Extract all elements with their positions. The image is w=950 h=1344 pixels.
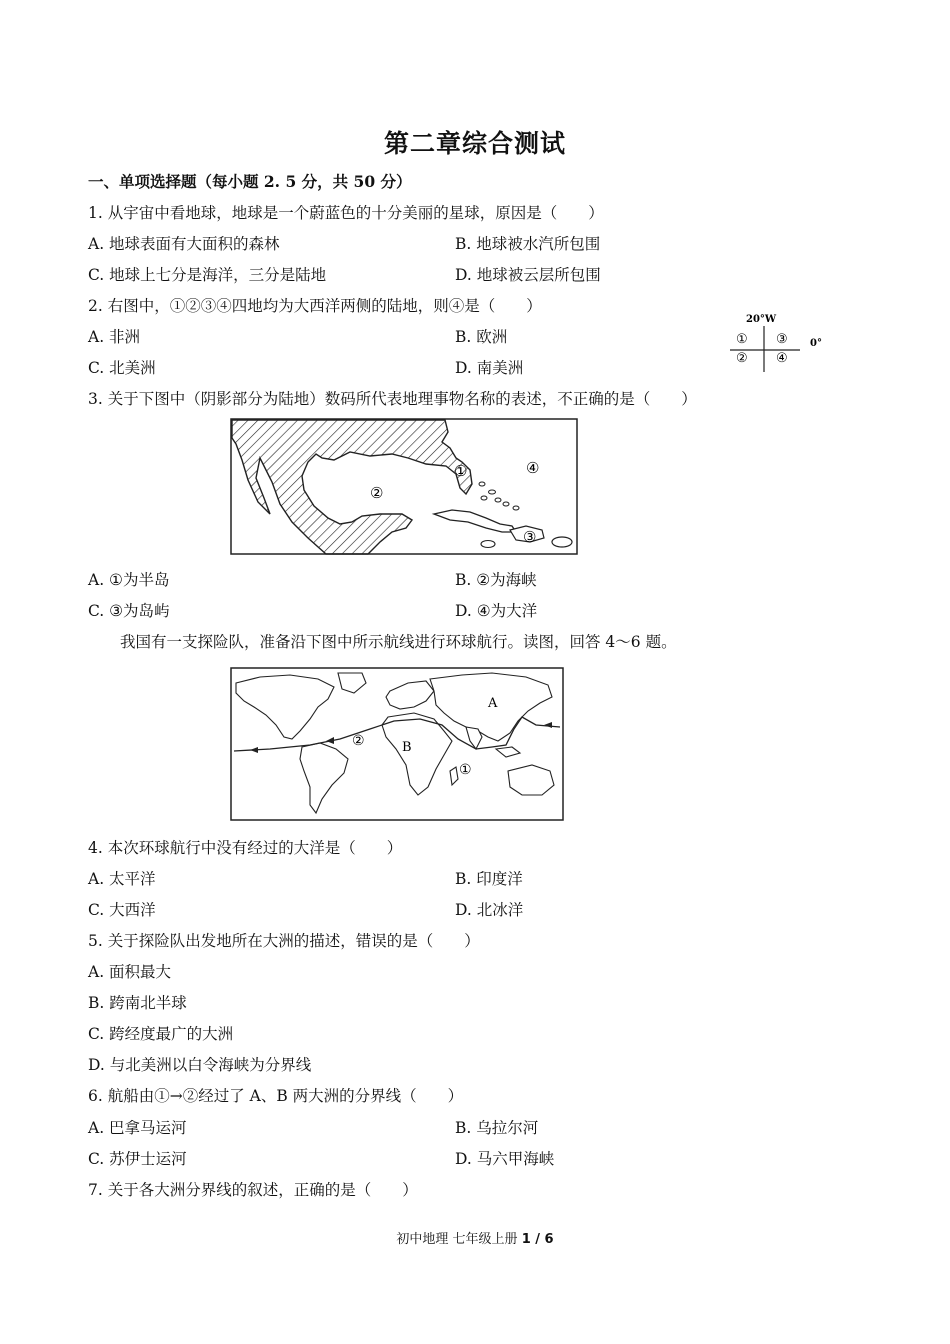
question-6-stem: 6. 航船由①→②经过了 A、B 两大洲的分界线（ ） — [88, 1087, 464, 1105]
map-marker-2: ② — [370, 484, 384, 502]
question-7-stem: 7. 关于各大洲分界线的叙述，正确的是（ ） — [88, 1181, 418, 1199]
continent-label-a: A — [488, 696, 498, 711]
section-heading: 一、单项选择题（每小题 2. 5 分，共 50 分） — [88, 172, 412, 191]
quadrant-1-marker: ① — [736, 332, 748, 347]
question-4-option-b: B. 印度洋 — [455, 870, 523, 888]
footer-page-number: 1 / 6 — [521, 1232, 554, 1247]
route-point-2: ② — [352, 733, 365, 749]
question-3-option-b: B. ②为海峡 — [455, 571, 537, 589]
question-5-option-c: C. 跨经度最广的大洲 — [88, 1025, 234, 1043]
question-2-option-a: A. 非洲 — [88, 328, 141, 346]
question-2-option-c: C. 北美洲 — [88, 359, 156, 377]
page-footer — [0, 1228, 950, 1247]
question-5-option-a: A. 面积最大 — [88, 963, 172, 981]
question-2-option-b: B. 欧洲 — [455, 328, 508, 346]
question-2-option-d: D. 南美洲 — [455, 359, 524, 377]
question-3-option-c: C. ③为岛屿 — [88, 602, 170, 620]
question-3-option-d: D. ④为大洋 — [455, 602, 538, 620]
quadrant-3-marker: ③ — [776, 332, 788, 347]
map-marker-1: ① — [454, 462, 468, 480]
quadrant-figure — [722, 310, 842, 380]
question-6-option-d: D. 马六甲海峡 — [455, 1150, 555, 1168]
question-3-option-a: A. ①为半岛 — [88, 571, 170, 589]
question-4-option-d: D. 北冰洋 — [455, 901, 524, 919]
page-title: 第二章综合测试 — [383, 129, 566, 158]
quadrant-4-marker: ④ — [776, 351, 788, 366]
latitude-label: 0° — [810, 338, 822, 349]
question-1-option-c: C. 地球上七分是海洋，三分是陆地 — [88, 266, 327, 284]
footer-subject: 初中地理 七年级上册 — [396, 1232, 522, 1247]
quadrant-2-marker: ② — [736, 351, 748, 366]
world-route-map — [230, 667, 564, 821]
passage-intro: 我国有一支探险队，准备沿下图中所示航线进行环球航行。读图，回答 4～6 题。 — [120, 633, 677, 651]
question-5-option-d: D. 与北美洲以白令海峡为分界线 — [88, 1056, 312, 1074]
question-3-stem: 3. 关于下图中（阴影部分为陆地）数码所代表地理事物名称的表述，不正确的是（ ） — [88, 390, 697, 408]
question-4-option-a: A. 太平洋 — [88, 870, 156, 888]
longitude-label: 20°W — [746, 314, 777, 325]
map-marker-4: ④ — [526, 459, 540, 477]
jamaica-island — [481, 541, 495, 548]
question-5-option-b: B. 跨南北半球 — [88, 994, 187, 1012]
puerto-rico-island — [552, 537, 572, 547]
question-1-option-b: B. 地球被水汽所包围 — [455, 235, 601, 253]
question-6-option-a: A. 巴拿马运河 — [88, 1119, 187, 1137]
question-4-stem: 4. 本次环球航行中没有经过的大洋是（ ） — [88, 839, 403, 857]
question-6-option-b: B. 乌拉尔河 — [455, 1119, 539, 1137]
australia — [508, 765, 554, 795]
map-marker-3: ③ — [523, 528, 537, 546]
caribbean-map — [230, 418, 578, 555]
question-1-option-d: D. 地球被云层所包围 — [455, 266, 601, 284]
question-4-option-c: C. 大西洋 — [88, 901, 156, 919]
question-6-option-c: C. 苏伊士运河 — [88, 1150, 187, 1168]
continent-label-b: B — [402, 740, 412, 755]
question-2-stem: 2. 右图中，①②③④四地均为大西洋两侧的陆地，则④是（ ） — [88, 297, 542, 315]
route-point-1: ① — [459, 762, 472, 778]
question-1-stem: 1. 从宇宙中看地球，地球是一个蔚蓝色的十分美丽的星球，原因是（ ） — [88, 204, 604, 222]
question-1-option-a: A. 地球表面有大面积的森林 — [88, 235, 280, 253]
question-5-stem: 5. 关于探险队出发地所在大洲的描述，错误的是（ ） — [88, 932, 480, 950]
